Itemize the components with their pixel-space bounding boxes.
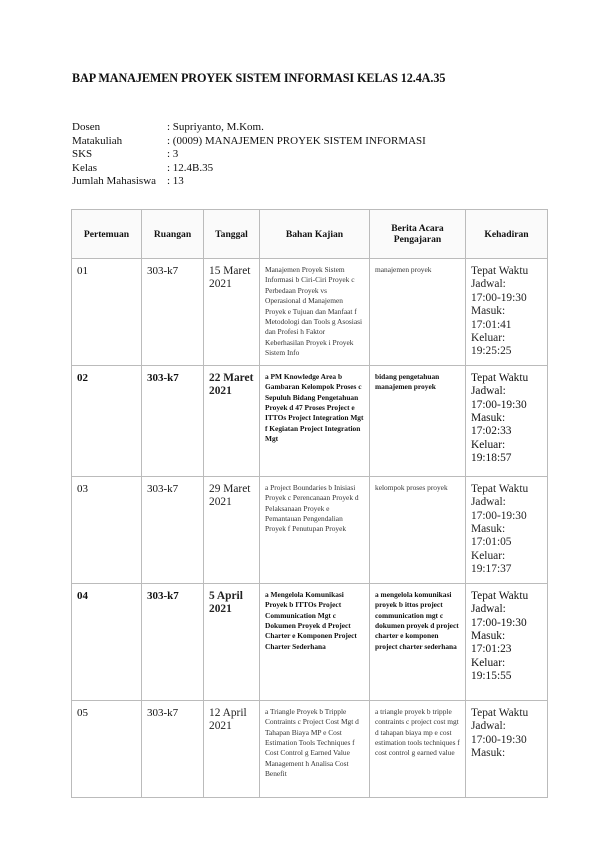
info-row-dosen: [72, 121, 426, 135]
cell-ruangan: 303-k7: [142, 700, 204, 797]
cell-tanggal: 5 April 2021: [204, 583, 260, 700]
table-row: [72, 365, 548, 476]
attendance-status: Tepat Waktu: [471, 482, 529, 495]
attendance-in: 17:01:05: [471, 536, 512, 549]
attendance-schedule: 17:00-19:30: [471, 291, 527, 304]
table-row: [72, 583, 548, 700]
attendance-in: 17:01:23: [471, 643, 512, 656]
attendance-schedule: 17:00-19:30: [471, 733, 527, 746]
cell-pertemuan: 03: [72, 476, 142, 583]
cell-berita-acara: bidang pengetahuan manajemen proyek: [370, 365, 466, 476]
attendance-schedule: 17:00-19:30: [471, 509, 527, 522]
info-row-jumlah: [72, 175, 426, 189]
attendance-in-label: Masuk:: [471, 630, 506, 643]
cell-bahan-kajian: a Project Boundaries b Inisiasi Proyek c Perencanaan Proyek d Pelaksanaan Proyek e Pemantauan Pengendalian Proyek f Penutupan Proyek: [260, 476, 370, 583]
cell-pertemuan: 01: [72, 259, 142, 366]
attendance-schedule-label: Jadwal:: [471, 496, 506, 509]
cell-pertemuan: 02: [72, 365, 142, 476]
cell-tanggal: 12 April 2021: [204, 700, 260, 797]
cell-berita-acara: a mengelola komunikasi proyek b ittos project communication mgt c dokumen proyek d project charter e komponen project charter sederhana: [370, 583, 466, 700]
cell-kehadiran: [466, 583, 548, 700]
attendance-out-label: Keluar:: [471, 656, 506, 669]
header-kehadiran: Kehadiran: [466, 210, 548, 259]
info-key: Dosen: [72, 121, 101, 133]
attendance-out-label: Keluar:: [471, 438, 506, 451]
header-pertemuan: Pertemuan: [72, 210, 142, 259]
cell-kehadiran: [466, 365, 548, 476]
attendance-in-label: Masuk:: [471, 523, 506, 536]
info-value: : (0009) MANAJEMEN PROYEK SISTEM INFORMASI: [167, 134, 426, 147]
document-title: BAP MANAJEMEN PROYEK SISTEM INFORMASI KELAS 12.4A.35: [72, 71, 446, 85]
info-key: Jumlah Mahasiswa: [72, 175, 157, 188]
cell-bahan-kajian: a Triangle Proyek b Tripple Contraints c Project Cost Mgt d Tahapan Biaya MP e Cost Estimation Tools Techniques f Cost Control g Earned Value Management h Analisa Cost Benefit: [260, 700, 370, 797]
info-value: : Supriyanto, M.Kom.: [167, 121, 264, 133]
info-key: SKS: [72, 148, 93, 161]
cell-berita-acara: kelompok proses proyek: [370, 476, 466, 583]
header-berita-acara: Berita Acara Pengajaran: [370, 210, 466, 259]
cell-ruangan: 303-k7: [142, 259, 204, 366]
attendance-in: 17:02:33: [471, 425, 512, 438]
info-value: : 12.4B.35: [167, 161, 214, 174]
cell-pertemuan: 04: [72, 583, 142, 700]
attendance-in-label: Masuk:: [471, 412, 506, 425]
cell-ruangan: 303-k7: [142, 365, 204, 476]
attendance-in-label: Masuk:: [471, 305, 506, 318]
attendance-status: Tepat Waktu: [471, 706, 529, 719]
attendance-out-label: Keluar:: [471, 549, 506, 562]
cell-berita-acara: a triangle proyek b tripple contraints c project cost mgt d tahapan biaya mp e cost estimation tools techniques f cost control g earned value: [370, 700, 466, 797]
table-header-row: [72, 210, 548, 259]
info-value: : 13: [167, 175, 184, 188]
attendance-out: 19:18:57: [471, 452, 512, 465]
cell-berita-acara: manajemen proyek: [370, 259, 466, 366]
cell-bahan-kajian: a Mengelola Komunikasi Proyek b ITTOs Project Communication Mgt c Dokumen Proyek d Project Charter e Komponen Project Charter Sederhana: [260, 583, 370, 700]
table-row: [72, 700, 548, 797]
header-ruangan: Ruangan: [142, 210, 204, 259]
attendance-status: Tepat Waktu: [471, 371, 529, 384]
cell-ruangan: 303-k7: [142, 476, 204, 583]
table-row: [72, 476, 548, 583]
info-value: : 3: [167, 148, 179, 161]
info-row-kelas: [72, 162, 426, 176]
header-tanggal: Tanggal: [204, 210, 260, 259]
cell-kehadiran: [466, 700, 548, 797]
cell-kehadiran: [466, 476, 548, 583]
attendance-table: [71, 209, 548, 798]
info-row-matakuliah: [72, 135, 426, 149]
cell-tanggal: 22 Maret 2021: [204, 365, 260, 476]
info-key: Matakuliah: [72, 134, 123, 147]
attendance-schedule-label: Jadwal:: [471, 720, 506, 733]
info-key: Kelas: [72, 161, 98, 174]
cell-pertemuan: 05: [72, 700, 142, 797]
attendance-schedule: 17:00-19:30: [471, 616, 527, 629]
attendance-in-label: Masuk:: [471, 747, 506, 760]
attendance-in: 17:01:41: [471, 318, 512, 331]
attendance-schedule: 17:00-19:30: [471, 398, 527, 411]
cell-bahan-kajian: Manajemen Proyek Sistem Informasi b Ciri-Ciri Proyek c Perbedaan Proyek vs Operasional d Manajemen Proyek e Tujuan dan Manfaat f Metodologi dan Tools g Asosiasi dan Profesi h Faktor Keberhasilan Proyek i Proyek Sistem Info: [260, 259, 370, 366]
cell-ruangan: 303-k7: [142, 583, 204, 700]
cell-tanggal: 29 Maret 2021: [204, 476, 260, 583]
attendance-out: 19:25:25: [471, 345, 512, 358]
info-row-sks: [72, 148, 426, 162]
attendance-schedule-label: Jadwal:: [471, 278, 506, 291]
table-row: [72, 259, 548, 366]
attendance-status: Tepat Waktu: [471, 265, 529, 277]
cell-kehadiran: [466, 259, 548, 366]
attendance-status: Tepat Waktu: [471, 589, 529, 602]
header-bahan-kajian: Bahan Kajian: [260, 210, 370, 259]
cell-tanggal: 15 Maret 2021: [204, 259, 260, 366]
attendance-schedule-label: Jadwal:: [471, 385, 506, 398]
cell-bahan-kajian: a PM Knowledge Area b Gambaran Kelompok Proses c Sepuluh Bidang Pengetahuan Proyek d 47 Proses Project e ITTOs Project Integration Mgt f Kegiatan Project Integration Mgt: [260, 365, 370, 476]
attendance-out-label: Keluar:: [471, 332, 506, 345]
attendance-out: 19:15:55: [471, 670, 512, 683]
course-info: [72, 121, 426, 189]
attendance-schedule-label: Jadwal:: [471, 603, 506, 616]
attendance-out: 19:17:37: [471, 563, 512, 576]
